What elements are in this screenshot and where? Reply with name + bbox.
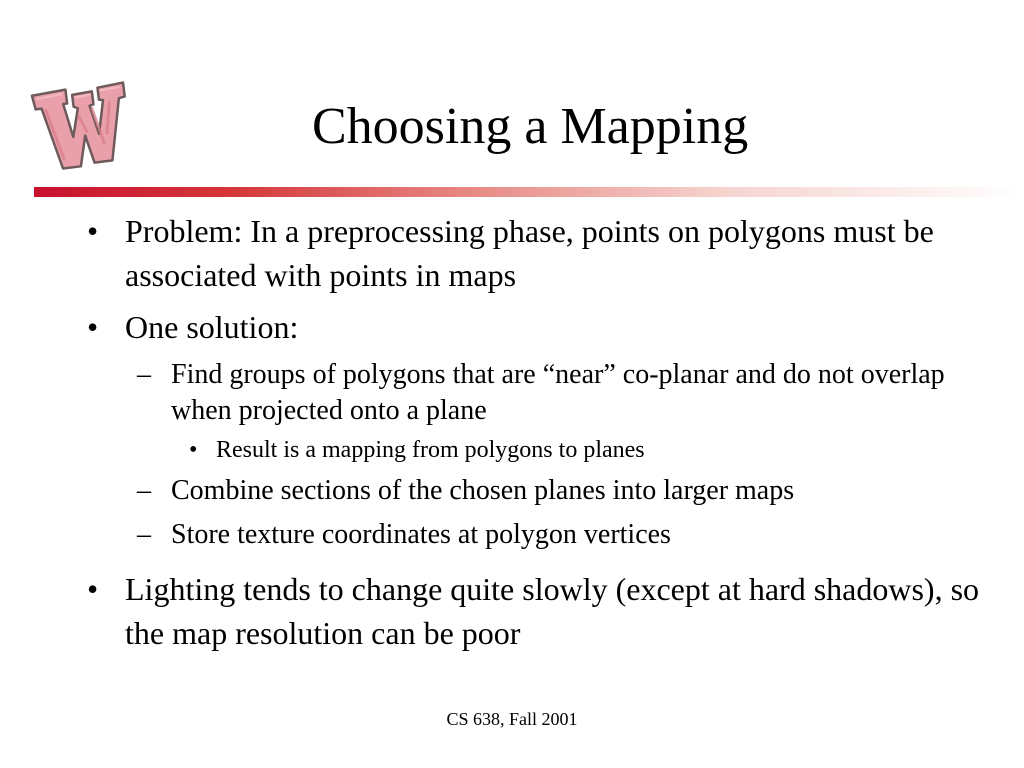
bullet-marker: • <box>87 571 99 607</box>
sub-bullet-item <box>137 357 971 429</box>
bullet-marker: • <box>87 213 99 249</box>
bullet-text: One solution: <box>125 309 299 345</box>
bullet-item <box>87 567 985 655</box>
bullet-marker: • <box>189 437 198 463</box>
bullet-item <box>87 305 985 349</box>
sub-bullet-item <box>137 517 971 553</box>
wisconsin-w-logo-icon <box>30 76 132 176</box>
title-divider <box>34 187 1024 197</box>
sub-bullet-text: Find groups of polygons that are “near” co-planar and do not overlap when projected onto a plane <box>171 359 945 426</box>
bullet-text: Problem: In a preprocessing phase, points on polygons must be associated with points in maps <box>125 213 934 293</box>
sub-sub-bullet-text: Result is a mapping from polygons to planes <box>216 437 645 463</box>
dash-marker: – <box>137 475 151 506</box>
slide-title: Choosing a Mapping <box>312 98 749 155</box>
slide-footer: CS 638, Fall 2001 <box>446 709 578 729</box>
sub-bullet-item <box>137 473 971 509</box>
dash-marker: – <box>137 359 151 390</box>
sub-bullet-text: Combine sections of the chosen planes into larger maps <box>171 475 795 506</box>
bullet-text: Lighting tends to change quite slowly (except at hard shadows), so the map resolution can be poor <box>125 571 980 651</box>
dash-marker: – <box>137 519 151 550</box>
bullet-list <box>0 209 1024 655</box>
bullet-item <box>87 209 985 297</box>
sub-sub-bullet-item <box>189 435 976 465</box>
bullet-marker: • <box>87 309 99 345</box>
sub-bullet-text: Store texture coordinates at polygon vertices <box>171 519 671 550</box>
